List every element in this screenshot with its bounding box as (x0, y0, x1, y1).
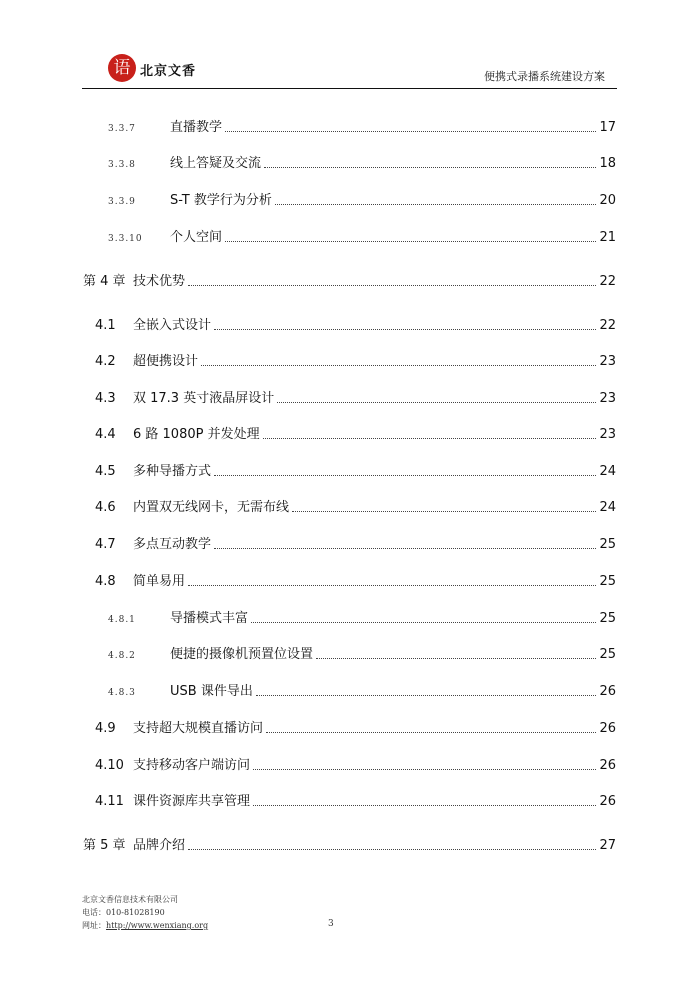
toc-entry-number: 4.2 (95, 354, 116, 369)
toc-entry-page: 25 (599, 574, 616, 589)
toc-entry[interactable] (95, 754, 616, 773)
toc-entry-number: 3.3.7 (108, 124, 136, 134)
toc-entry-page: 27 (599, 838, 616, 853)
toc-entry-page: 22 (599, 318, 616, 333)
toc-entry[interactable] (95, 350, 616, 369)
footer-phone-value: 010-81028190 (106, 908, 165, 917)
document-title: 便携式录播系统建设方案 (484, 70, 605, 83)
toc-entry-number: 4.6 (95, 500, 116, 515)
toc-entry-title: 个人空间 (170, 230, 223, 245)
footer-company: 北京文香信息技术有限公司 (82, 895, 178, 904)
toc-entry[interactable] (108, 680, 616, 699)
toc-entry-number: 4.1 (95, 318, 116, 333)
toc-entry-page: 26 (599, 684, 616, 699)
toc-entry[interactable] (83, 270, 616, 289)
toc-entry-page: 21 (599, 230, 616, 245)
toc-entry-page: 25 (599, 611, 616, 626)
toc-entry-title: S-T 教学行为分析 (170, 193, 272, 208)
toc-entry-title: 超便携设计 (133, 354, 199, 369)
toc-entry-title: 品牌介绍 (133, 838, 186, 853)
toc-entry[interactable] (108, 607, 616, 626)
toc-entry[interactable] (83, 834, 616, 853)
toc-dot-leader (188, 585, 596, 586)
toc-dot-leader (277, 402, 596, 403)
toc-entry-number: 第 5 章 (83, 838, 126, 853)
toc-entry-number: 3.3.10 (108, 234, 143, 244)
footer-website (82, 919, 617, 932)
toc-dot-leader (266, 732, 596, 733)
company-logo-text: 北京文香 (140, 64, 197, 79)
toc-entry[interactable] (108, 152, 616, 171)
toc-entry-page: 24 (599, 464, 616, 479)
page-footer (82, 893, 617, 943)
toc-entry[interactable] (108, 189, 616, 208)
toc-dot-leader (264, 167, 596, 168)
toc-dot-leader (292, 511, 596, 512)
toc-entry-page: 23 (599, 391, 616, 406)
toc-entry[interactable] (95, 570, 616, 589)
toc-entry-number: 4.8 (95, 574, 116, 589)
toc-dot-leader (188, 849, 596, 850)
toc-entry-title: 多种导播方式 (133, 464, 212, 479)
toc-entry-number: 4.11 (95, 794, 124, 809)
toc-entry[interactable] (95, 423, 616, 442)
toc-entry[interactable] (95, 460, 616, 479)
toc-entry[interactable] (95, 717, 616, 736)
toc-entry[interactable] (95, 387, 616, 406)
toc-entry[interactable] (108, 643, 616, 662)
toc-entry[interactable] (95, 314, 616, 333)
toc-dot-leader (188, 285, 596, 286)
toc-entry-page: 23 (599, 354, 616, 369)
footer-web-label: 网址： (82, 921, 106, 930)
toc-entry-title: 便捷的摄像机预置位设置 (170, 647, 314, 662)
toc-entry-title: 技术优势 (133, 274, 186, 289)
toc-entry-number: 4.3 (95, 391, 116, 406)
toc-entry-title: 课件资源库共享管理 (133, 794, 251, 809)
toc-dot-leader (201, 365, 596, 366)
toc-entry-title: 6 路 1080P 并发处理 (133, 427, 260, 442)
toc-entry-page: 25 (599, 647, 616, 662)
toc-entry-page: 20 (599, 193, 616, 208)
toc-entry-title: 线上答疑及交流 (170, 156, 262, 171)
toc-entry-page: 25 (599, 537, 616, 552)
toc-entry-page: 23 (599, 427, 616, 442)
toc-entry-page: 18 (599, 156, 616, 171)
toc-dot-leader (316, 658, 596, 659)
footer-phone (82, 906, 617, 919)
toc-entry[interactable] (95, 790, 616, 809)
toc-dot-leader (214, 548, 596, 549)
toc-dot-leader (214, 329, 596, 330)
toc-dot-leader (256, 695, 597, 696)
toc-entry-number: 4.8.1 (108, 615, 136, 625)
toc-dot-leader (275, 204, 597, 205)
toc-entry-page: 26 (599, 794, 616, 809)
toc-entry-number: 4.7 (95, 537, 116, 552)
toc-entry-title: 多点互动教学 (133, 537, 212, 552)
toc-entry-page: 17 (599, 120, 616, 135)
toc-dot-leader (251, 622, 596, 623)
toc-entry-page: 24 (599, 500, 616, 515)
toc-entry-title: 双 17.3 英寸液晶屏设计 (133, 391, 275, 406)
toc-entry-number: 4.8.2 (108, 651, 136, 661)
toc-entry-page: 26 (599, 758, 616, 773)
toc-entry-title: 直播教学 (170, 120, 223, 135)
toc-entry-page: 26 (599, 721, 616, 736)
toc-dot-leader (225, 131, 596, 132)
toc-entry-title: USB 课件导出 (170, 684, 253, 699)
page-number: 3 (328, 919, 334, 929)
company-logo-icon: 语 (108, 54, 136, 82)
toc-entry-title: 支持超大规模直播访问 (133, 721, 264, 736)
toc-entry-number: 4.8.3 (108, 688, 136, 698)
footer-web-link[interactable]: http://www.wenxiang.org (106, 921, 209, 930)
toc-entry-title: 简单易用 (133, 574, 186, 589)
toc-entry[interactable] (108, 226, 616, 245)
toc-dot-leader (263, 438, 597, 439)
toc-entry-number: 4.9 (95, 721, 116, 736)
footer-phone-label: 电话： (82, 908, 106, 917)
toc-entry-title: 导播模式丰富 (170, 611, 249, 626)
toc-dot-leader (225, 241, 596, 242)
toc-entry-number: 3.3.8 (108, 160, 136, 170)
toc-entry[interactable] (95, 533, 616, 552)
toc-dot-leader (253, 805, 596, 806)
toc-entry-number: 4.10 (95, 758, 124, 773)
toc-entry-title: 全嵌入式设计 (133, 318, 212, 333)
toc-entry[interactable] (95, 496, 616, 515)
toc-entry-number: 3.3.9 (108, 197, 136, 207)
toc-dot-leader (253, 769, 596, 770)
toc-entry-title: 内置双无线网卡，无需布线 (133, 500, 290, 515)
toc-entry[interactable] (108, 116, 616, 135)
toc-entry-number: 4.4 (95, 427, 116, 442)
toc-entry-page: 22 (599, 274, 616, 289)
toc-entry-number: 第 4 章 (83, 274, 126, 289)
toc-entry-number: 4.5 (95, 464, 116, 479)
toc-entry-title: 支持移动客户端访问 (133, 758, 251, 773)
toc-dot-leader (214, 475, 596, 476)
